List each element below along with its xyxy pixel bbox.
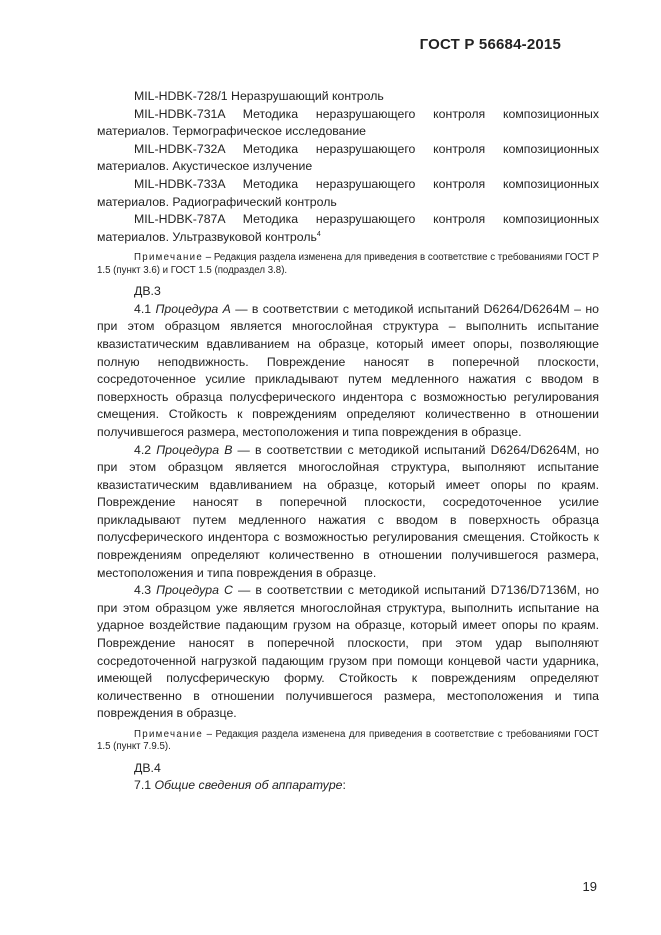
item-number: 4.2 [134, 442, 157, 457]
note-text: – Редакция раздела изменена для приведения в соответствие с требованиями ГОСТ 1.5 (пункт 7.9.5). [97, 729, 599, 753]
footnote-marker: 4 [316, 230, 321, 238]
note-label: Примечание [134, 729, 204, 740]
section-heading-dv4: ДВ.4 [134, 760, 161, 775]
reference-item [97, 141, 599, 176]
item-title: Общие сведения об аппаратуре [154, 778, 343, 793]
paragraph-7-1 [97, 777, 599, 795]
item-number: 7.1 [134, 778, 155, 793]
item-title: Процедура С [156, 583, 233, 598]
paragraph-4-1 [97, 301, 599, 442]
page-body [97, 88, 599, 795]
reference-code: MIL-HDBK-732A [134, 141, 225, 156]
reference-title: Неразрушающий контроль [227, 89, 384, 103]
reference-title: Методика неразрушающего контроля композиционных материалов. Акустическое излучение [97, 141, 599, 174]
reference-item [97, 106, 599, 141]
item-title: Процедура В [156, 442, 233, 457]
reference-item [97, 211, 599, 246]
item-text: — в соответствии с методикой испытаний D7136/D7136M, но при этом образцом уже является многослойная структура, выполнить испытание на ударное воздействие падающим грузом на образце, который имеет опоры по краям. Повреждение наносят в поперечной плоскости, при этом удар выполняют сосредоточенной нагрузкой падающим грузом при помощи концевой части ударника, имеющей полусферическую форму. Стойкость к повреждениям определяют количественно в отношении получившегося размера, местоположения и типа повреждения в образце. [97, 583, 599, 721]
paragraph-4-3 [97, 582, 599, 723]
reference-title: Методика неразрушающего контроля композиционных материалов. Радиографический контроль [97, 176, 599, 209]
item-text: — в соответствии с методикой испытаний D6264/D6264M – но при этом образцом является многослойная структура – выполнить испытание квазистатическим вдавливанием на образце, который имеет опоры, позволяющие полную неподвижность. Повреждение наносят в поперечной плоскости, сосредоточенное усилие прикладывают путем медленного нажатия с вводом в поверхность образца полусферического индентора с возможностью регулирования смещения. Стойкость к повреждениям определяют количественно в отношении получившегося размера, местоположения и типа повреждения в образце. [97, 301, 599, 439]
reference-code: MIL-HDBK-733A [134, 176, 225, 191]
reference-title: Методика неразрушающего контроля композиционных материалов. Ультразвуковой контроль [97, 212, 599, 244]
reference-code: MIL-HDBK-787A [134, 212, 225, 227]
reference-code: MIL-HDBK-728/1 [134, 89, 228, 103]
reference-title: Методика неразрушающего контроля композиционных материалов. Термографическое исследование [97, 106, 599, 139]
reference-item [97, 88, 599, 106]
note-text: – Редакция раздела изменена для приведения в соответствие с требованиями ГОСТ Р 1.5 (пункт 3.6) и ГОСТ 1.5 (подраздел 3.8). [97, 252, 599, 276]
reference-code: MIL-HDBK-731A [134, 106, 225, 121]
document-code: ГОСТ Р 56684-2015 [419, 36, 561, 53]
note-label: Примечание [134, 252, 204, 264]
note-2 [97, 729, 599, 754]
reference-item [97, 176, 599, 211]
note-1 [97, 252, 599, 277]
item-number: 4.3 [134, 583, 157, 598]
paragraph-4-2 [97, 442, 599, 583]
section-heading-dv3: ДВ.3 [134, 284, 161, 299]
item-title: Процедура А [155, 301, 231, 316]
item-text: — в соответствии с методикой испытаний D6264/D6264M, но при этом образцом является многослойная структура, выполняют испытание квазистатическим вдавливанием на образце, который имеет опоры по краям. Повреждение наносят в поперечной плоскости, сосредоточенное усилие прикладывают путем медленного нажатия с вводом в поверхность образца полусферического индентора с возможностью регулирования смещения. Стойкость к повреждениям определяют количественно в отношении получившегося размера, местоположения и типа повреждения в образце. [97, 442, 599, 580]
item-suffix: : [342, 778, 346, 793]
item-number: 4.1 [134, 301, 156, 316]
page-number: 19 [582, 879, 597, 894]
